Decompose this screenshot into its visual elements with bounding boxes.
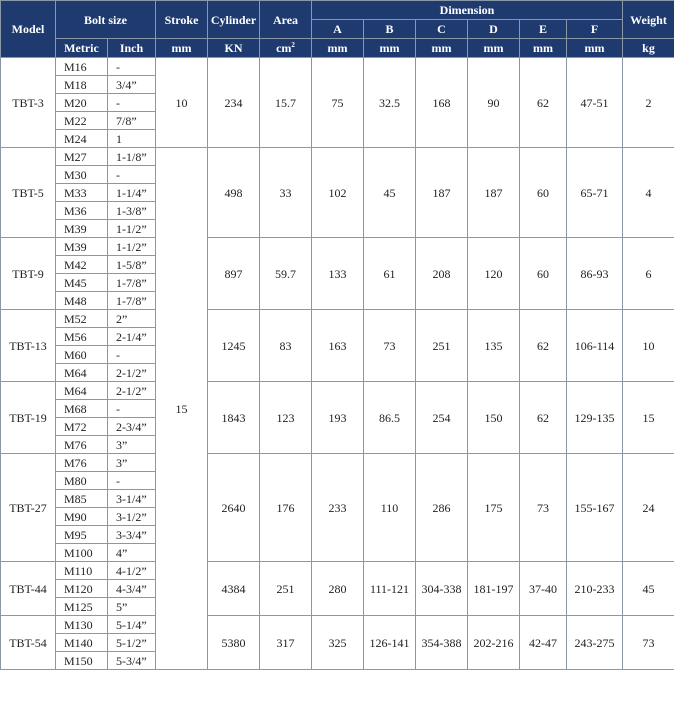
area-unit: $cm^2$ <box>260 39 312 58</box>
metric-cell: M42 <box>56 256 108 274</box>
inch-cell: - <box>108 58 156 76</box>
model-header: Model <box>1 1 56 58</box>
area-cell: 317 <box>260 616 312 670</box>
metric-cell: M125 <box>56 598 108 616</box>
table-header <box>1 1 674 58</box>
table-row <box>1 616 674 634</box>
area-cell: 176 <box>260 454 312 562</box>
cylinder-cell: 1843 <box>208 382 260 454</box>
inch-cell: 3-1/2” <box>108 508 156 526</box>
weight-cell: 24 <box>623 454 674 562</box>
dimension-header: Dimension <box>312 1 623 20</box>
dim-d-unit: mm <box>468 39 520 58</box>
metric-cell: M56 <box>56 328 108 346</box>
table-row <box>1 58 674 76</box>
dim-d-cell: 181-197 <box>468 562 520 616</box>
inch-cell: 2-1/4” <box>108 328 156 346</box>
inch-cell: 1-1/4” <box>108 184 156 202</box>
dim-b-cell: 45 <box>364 148 416 238</box>
inch-cell: 1-1/2” <box>108 220 156 238</box>
model-cell: TBT-3 <box>1 58 56 148</box>
cylinder-unit: KN <box>208 39 260 58</box>
table-row <box>1 310 674 328</box>
dim-c-unit: mm <box>416 39 468 58</box>
dim-a-cell: 163 <box>312 310 364 382</box>
inch-cell: 1-5/8” <box>108 256 156 274</box>
metric-header: Metric <box>56 39 108 58</box>
metric-cell: M48 <box>56 292 108 310</box>
inch-cell: 3/4” <box>108 76 156 94</box>
dim-b-cell: 32.5 <box>364 58 416 148</box>
metric-cell: M18 <box>56 76 108 94</box>
stroke-unit: mm <box>156 39 208 58</box>
weight-cell: 2 <box>623 58 674 148</box>
inch-cell: - <box>108 94 156 112</box>
dim-a-unit: mm <box>312 39 364 58</box>
inch-cell: 4-1/2” <box>108 562 156 580</box>
dim-e-cell: 73 <box>520 454 567 562</box>
metric-cell: M130 <box>56 616 108 634</box>
metric-cell: M45 <box>56 274 108 292</box>
metric-cell: M24 <box>56 130 108 148</box>
stroke-cell: 10 <box>156 58 208 148</box>
inch-cell: 5-1/4” <box>108 616 156 634</box>
weight-header: Weight <box>623 1 674 39</box>
inch-cell: 1-7/8” <box>108 274 156 292</box>
weight-cell: 10 <box>623 310 674 382</box>
dim-e-unit: mm <box>520 39 567 58</box>
dim-c-header: C <box>416 20 468 39</box>
inch-cell: 4-3/4” <box>108 580 156 598</box>
model-cell: TBT-19 <box>1 382 56 454</box>
metric-cell: M33 <box>56 184 108 202</box>
dim-d-cell: 187 <box>468 148 520 238</box>
metric-cell: M64 <box>56 364 108 382</box>
metric-cell: M90 <box>56 508 108 526</box>
cylinder-cell: 1245 <box>208 310 260 382</box>
model-cell: TBT-9 <box>1 238 56 310</box>
inch-cell: 2-1/2” <box>108 382 156 400</box>
metric-cell: M110 <box>56 562 108 580</box>
model-cell: TBT-54 <box>1 616 56 670</box>
bolt-size-header: Bolt size <box>56 1 156 39</box>
inch-header: Inch <box>108 39 156 58</box>
dim-e-cell: 60 <box>520 238 567 310</box>
metric-cell: M30 <box>56 166 108 184</box>
weight-cell: 4 <box>623 148 674 238</box>
inch-cell: 3” <box>108 436 156 454</box>
model-cell: TBT-27 <box>1 454 56 562</box>
inch-cell: 5” <box>108 598 156 616</box>
inch-cell: 1-3/8” <box>108 202 156 220</box>
inch-cell: 2-1/2” <box>108 364 156 382</box>
dim-f-cell: 86-93 <box>567 238 623 310</box>
metric-cell: M60 <box>56 346 108 364</box>
inch-cell: 3-1/4” <box>108 490 156 508</box>
cylinder-header: Cylinder <box>208 1 260 39</box>
metric-cell: M52 <box>56 310 108 328</box>
dim-b-cell: 126-141 <box>364 616 416 670</box>
dim-c-cell: 254 <box>416 382 468 454</box>
area-cell: 251 <box>260 562 312 616</box>
table-row <box>1 562 674 580</box>
dim-d-cell: 135 <box>468 310 520 382</box>
cylinder-cell: 897 <box>208 238 260 310</box>
metric-cell: M76 <box>56 436 108 454</box>
inch-cell: 1-1/2” <box>108 238 156 256</box>
table-row <box>1 454 674 472</box>
dim-f-header: F <box>567 20 623 39</box>
metric-cell: M64 <box>56 382 108 400</box>
cylinder-cell: 5380 <box>208 616 260 670</box>
inch-cell: 1-7/8” <box>108 292 156 310</box>
metric-cell: M100 <box>56 544 108 562</box>
table-row <box>1 382 674 400</box>
dim-e-cell: 60 <box>520 148 567 238</box>
metric-cell: M27 <box>56 148 108 166</box>
weight-cell: 45 <box>623 562 674 616</box>
inch-cell: 4” <box>108 544 156 562</box>
dim-a-cell: 280 <box>312 562 364 616</box>
dim-b-cell: 110 <box>364 454 416 562</box>
inch-cell: - <box>108 166 156 184</box>
metric-cell: M80 <box>56 472 108 490</box>
dim-b-header: B <box>364 20 416 39</box>
inch-cell: - <box>108 346 156 364</box>
inch-cell: 1 <box>108 130 156 148</box>
inch-cell: 5-3/4” <box>108 652 156 670</box>
dim-a-cell: 325 <box>312 616 364 670</box>
dim-f-cell: 243-275 <box>567 616 623 670</box>
dim-f-cell: 155-167 <box>567 454 623 562</box>
dim-a-cell: 193 <box>312 382 364 454</box>
dim-f-cell: 210-233 <box>567 562 623 616</box>
stroke-cell: 15 <box>156 148 208 670</box>
dim-d-cell: 150 <box>468 382 520 454</box>
stroke-header: Stroke <box>156 1 208 39</box>
table-row <box>1 238 674 256</box>
inch-cell: 1-1/8” <box>108 148 156 166</box>
dim-f-cell: 129-135 <box>567 382 623 454</box>
dim-f-cell: 47-51 <box>567 58 623 148</box>
metric-cell: M85 <box>56 490 108 508</box>
dim-e-cell: 62 <box>520 382 567 454</box>
dim-c-cell: 251 <box>416 310 468 382</box>
weight-cell: 6 <box>623 238 674 310</box>
dim-d-cell: 202-216 <box>468 616 520 670</box>
dim-d-header: D <box>468 20 520 39</box>
model-cell: TBT-5 <box>1 148 56 238</box>
metric-cell: M36 <box>56 202 108 220</box>
metric-cell: M95 <box>56 526 108 544</box>
dim-f-cell: 65-71 <box>567 148 623 238</box>
weight-unit: kg <box>623 39 674 58</box>
metric-cell: M39 <box>56 238 108 256</box>
dim-c-cell: 354-388 <box>416 616 468 670</box>
inch-cell: 7/8” <box>108 112 156 130</box>
dim-d-cell: 175 <box>468 454 520 562</box>
cylinder-cell: 498 <box>208 148 260 238</box>
metric-cell: M22 <box>56 112 108 130</box>
inch-cell: 5-1/2” <box>108 634 156 652</box>
dim-b-cell: 86.5 <box>364 382 416 454</box>
table-body <box>1 58 674 670</box>
area-cell: 59.7 <box>260 238 312 310</box>
metric-cell: M120 <box>56 580 108 598</box>
dim-e-cell: 37-40 <box>520 562 567 616</box>
metric-cell: M20 <box>56 94 108 112</box>
metric-cell: M76 <box>56 454 108 472</box>
metric-cell: M72 <box>56 418 108 436</box>
dim-c-cell: 208 <box>416 238 468 310</box>
dim-a-cell: 133 <box>312 238 364 310</box>
cylinder-cell: 2640 <box>208 454 260 562</box>
metric-cell: M16 <box>56 58 108 76</box>
dim-a-cell: 75 <box>312 58 364 148</box>
inch-cell: 3-3/4” <box>108 526 156 544</box>
area-header: Area <box>260 1 312 39</box>
metric-cell: M39 <box>56 220 108 238</box>
dim-a-cell: 102 <box>312 148 364 238</box>
dim-e-cell: 42-47 <box>520 616 567 670</box>
dim-f-cell: 106-114 <box>567 310 623 382</box>
area-cell: 123 <box>260 382 312 454</box>
dim-c-cell: 168 <box>416 58 468 148</box>
dim-b-cell: 61 <box>364 238 416 310</box>
metric-cell: M150 <box>56 652 108 670</box>
model-cell: TBT-44 <box>1 562 56 616</box>
dim-e-cell: 62 <box>520 310 567 382</box>
dim-f-unit: mm <box>567 39 623 58</box>
inch-cell: - <box>108 400 156 418</box>
dim-e-header: E <box>520 20 567 39</box>
dim-d-cell: 90 <box>468 58 520 148</box>
inch-cell: 2” <box>108 310 156 328</box>
cylinder-cell: 234 <box>208 58 260 148</box>
table-row <box>1 148 674 166</box>
dim-c-cell: 187 <box>416 148 468 238</box>
dim-b-unit: mm <box>364 39 416 58</box>
cylinder-cell: 4384 <box>208 562 260 616</box>
dim-b-cell: 111-121 <box>364 562 416 616</box>
area-cell: 83 <box>260 310 312 382</box>
dim-e-cell: 62 <box>520 58 567 148</box>
dim-a-header: A <box>312 20 364 39</box>
weight-cell: 73 <box>623 616 674 670</box>
dim-d-cell: 120 <box>468 238 520 310</box>
weight-cell: 15 <box>623 382 674 454</box>
dim-b-cell: 73 <box>364 310 416 382</box>
dim-c-cell: 286 <box>416 454 468 562</box>
inch-cell: 3” <box>108 454 156 472</box>
metric-cell: M140 <box>56 634 108 652</box>
dim-a-cell: 233 <box>312 454 364 562</box>
dim-c-cell: 304-338 <box>416 562 468 616</box>
metric-cell: M68 <box>56 400 108 418</box>
inch-cell: 2-3/4” <box>108 418 156 436</box>
inch-cell: - <box>108 472 156 490</box>
area-cell: 33 <box>260 148 312 238</box>
model-cell: TBT-13 <box>1 310 56 382</box>
area-cell: 15.7 <box>260 58 312 148</box>
